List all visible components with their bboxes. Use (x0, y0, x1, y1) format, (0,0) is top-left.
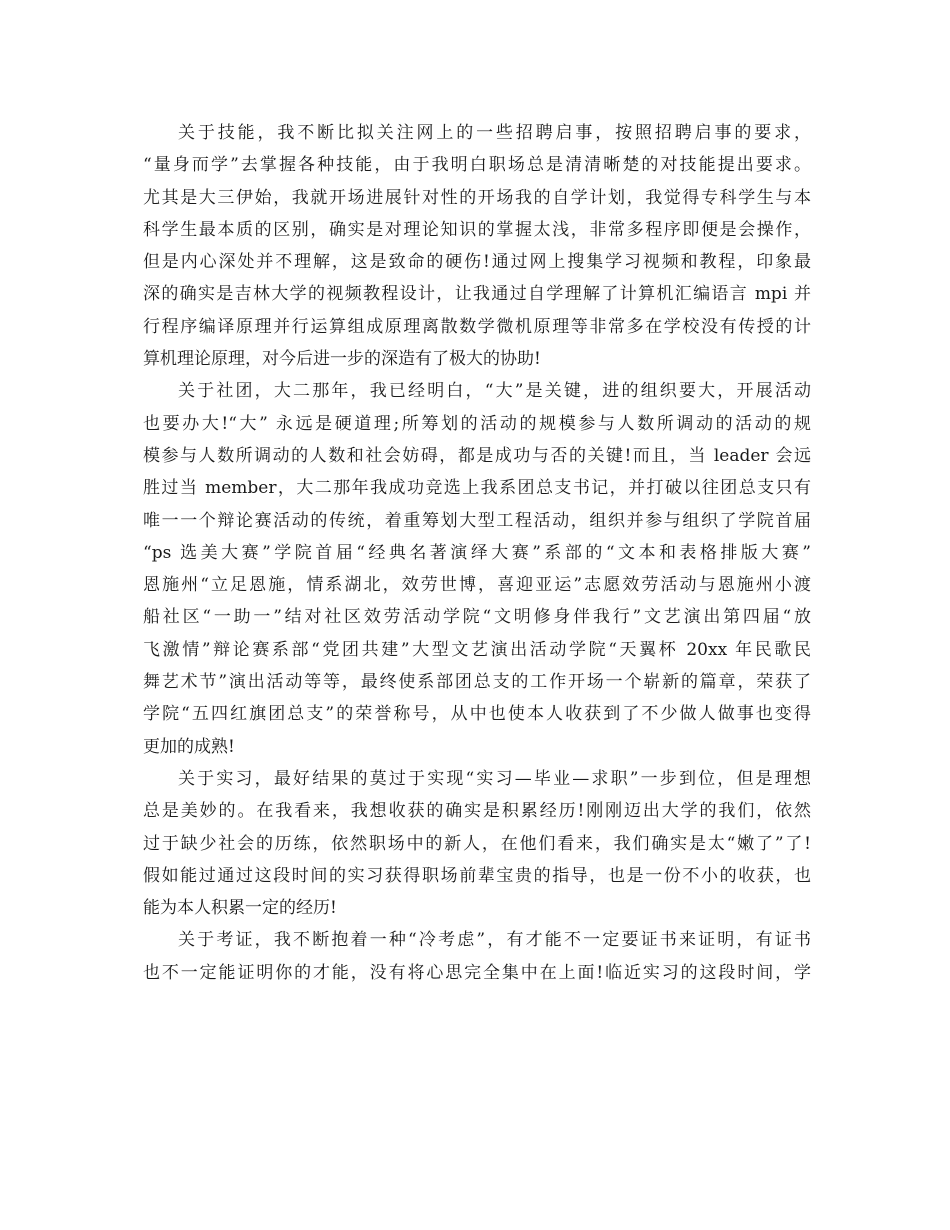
paragraph-line: 科学生最本质的区别，确实是对理论知识的掌握太浅，非常多程序即便是会操作， (143, 219, 811, 240)
paragraph-line: 学院“五四红旗团总支”的荣誉称号，从中也使本人收获到了不少做人做事也变得 (143, 704, 811, 725)
paragraph-line: 船社区“一助一”结对社区效劳活动学院“文明修身伴我行”文艺演出第四届“放 (143, 607, 811, 628)
paragraph-line: 行程序编译原理并行运算组成原理离散数学微机原理等非常多在学校没有传授的计 (143, 316, 811, 337)
paragraph-line: 关于社团，大二那年，我已经明白，“大”是关键，进的组织要大，开展活动 (178, 381, 811, 402)
paragraph-line: “量身而学”去掌握各种技能，由于我明白职场总是清清晰楚的对技能提出要求。 (143, 155, 811, 176)
paragraph-line: 但是内心深处并不理解，这是致命的硬伤!通过网上搜集学习视频和教程，印象最 (143, 252, 811, 273)
paragraph-line: 关于考证，我不断抱着一种“冷考虑”，有才能不一定要证书来证明，有证书 (178, 930, 811, 951)
paragraph-line: 模参与人数所调动的人数和社会妨碍，都是成功与否的关键!而且，当 leader 会远 (143, 445, 811, 466)
document-body (143, 117, 811, 989)
paragraph-line: 胜过当 member，大二那年我成功竞选上我系团总支书记，并打破以往团总支只有 (143, 478, 811, 499)
paragraph-line: 总是美妙的。在我看来，我想收获的确实是积累经历!刚刚迈出大学的我们，依然 (143, 801, 811, 822)
paragraph-line: 也不一定能证明你的才能，没有将心思完全集中在上面!临近实习的这段时间，学 (143, 962, 811, 983)
paragraph-line: 关于实习，最好结果的莫过于实现“实习—毕业—求职”一步到位，但是理想 (178, 768, 811, 789)
paragraph-line: 算机理论原理，对今后进一步的深造有了极大的协助! (143, 349, 541, 370)
paragraph-line: 假如能过通过这段时间的实习获得职场前辈宝贵的指导，也是一份不小的收获，也 (143, 865, 811, 886)
paragraph-line: 深的确实是吉林大学的视频教程设计，让我通过自学理解了计算机汇编语言 mpi 并 (143, 284, 811, 305)
paragraph-line: 过于缺少社会的历练，依然职场中的新人，在他们看来，我们确实是太“嫩了”了! (143, 833, 811, 854)
paragraph-line: 舞艺术节”演出活动等等，最终使系部团总支的工作开场一个崭新的篇章，荣获了 (143, 672, 811, 693)
paragraph-line: 关于技能，我不断比拟关注网上的一些招聘启事，按照招聘启事的要求， (178, 123, 811, 143)
paragraph-line: 恩施州“立足恩施，情系湖北，效劳世博，喜迎亚运”志愿效劳活动与恩施州小渡 (143, 575, 811, 596)
paragraph-line: 尤其是大三伊始，我就开场进展针对性的开场我的自学计划，我觉得专科学生与本 (143, 187, 811, 208)
paragraph-line: 能为本人积累一定的经历! (143, 898, 337, 919)
paragraph-line: “ps 选美大赛”学院首届“经典名著演绎大赛”系部的“文本和表格排版大赛” (143, 542, 811, 563)
paragraph-line: 更加的成熟! (143, 736, 235, 757)
paragraph-line: 唯一一个辩论赛活动的传统，着重筹划大型工程活动，组织并参与组织了学院首届 (143, 510, 811, 531)
paragraph-line: 飞激情”辩论赛系部“党团共建”大型文艺演出活动学院“天翼杯 20xx 年民歌民 (143, 639, 811, 660)
paragraph-line: 也要办大!“大” 永远是硬道理;所筹划的活动的规模参与人数所调动的活动的规 (143, 413, 811, 434)
